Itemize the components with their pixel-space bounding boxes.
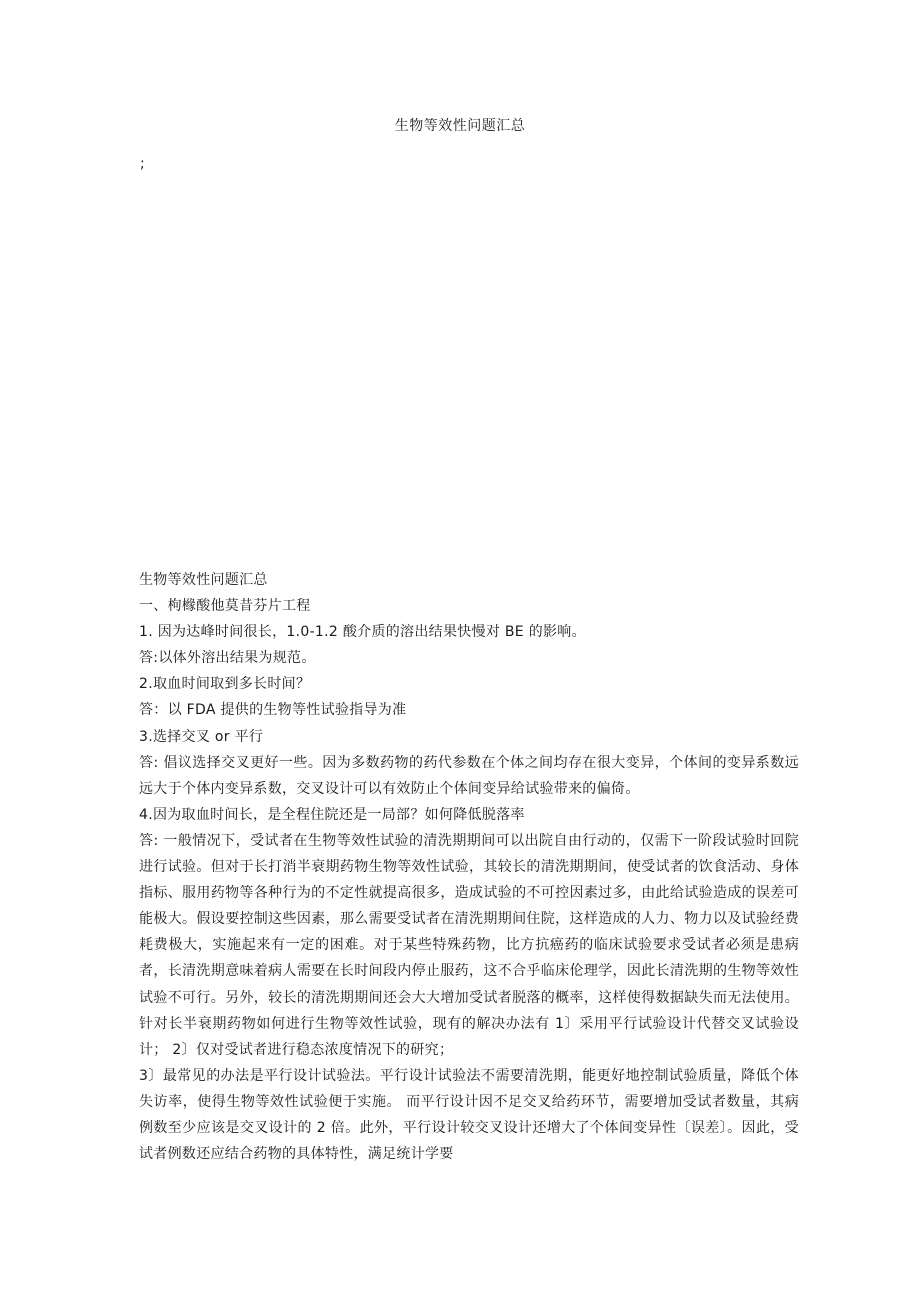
document-body bbox=[139, 567, 799, 1167]
answer-3: 答: 倡议选择交叉更好一些。因为多数药物的药代参数在个体之间均存在很大变异，个体间的变异系数远远大于个体内变异系数，交叉设计可以有效防止个体间变异给试验带来的偏倚。 bbox=[139, 754, 799, 797]
answer-1: 答:以体外溶出结果为规范。 bbox=[139, 650, 316, 667]
answer-2: 答：以 FDA 提供的生物等性试验指导为准 bbox=[139, 702, 407, 719]
page-title: 生物等效性问题汇总 bbox=[394, 118, 526, 134]
question-3: 3.选择交叉 or 平行 bbox=[139, 728, 264, 745]
question-4: 4.因为取血时间长，是全程住院还是一局部？如何降低脱落率 bbox=[139, 806, 525, 823]
separator-mark: ; bbox=[140, 156, 145, 172]
paragraph-5: 3〕最常见的办法是平行设计试验法。平行设计试验法不需要清洗期，能更好地控制试验质量，降低个体失访率，使得生物等效性试验便于实施。 而平行设计因不足交叉给药环节，需要增加受试者数量，其病例数至少应该是交叉设计的 2 倍。此外，平行设计较交叉设计还增大了个体间变异性〔误差〕。因此，受试者例数还应结合药物的具体特性，满足统计学要 bbox=[139, 1067, 799, 1163]
section-heading: 一、枸橼酸他莫昔芬片工程 bbox=[139, 598, 311, 615]
question-1: 1. 因为达峰时间很长，1.0-1.2 酸介质的溶出结果快慢对 BE 的影响。 bbox=[139, 624, 586, 641]
answer-4: 答: 一般情况下，受试者在生物等效性试验的清洗期期间可以出院自由行动的，仅需下一阶段试验时回院进行试验。但对于长打消半衰期药物生物等效性试验，其较长的清洗期期间，使受试者的饮食活动、身体指标、服用药物等各种行为的不定性就提高很多，造成试验的不可控因素过多，由此给试验造成的误差可能极大。假设要控制这些因素，那么需要受试者在清洗期期间住院，这样造成的人力、物力以及试验经费耗费极大，实施起来有一定的困难。对于某些特殊药物，比方抗癌药的临床试验要求受试者必须是患病者，长清洗期意味着病人需要在长时间段内停止服药，这不合乎临床伦理学，因此长清洗期的生物等效性试验不可行。另外，较长的清洗期期间还会大大增加受试者脱落的概率，这样使得数据缺失而无法使用。针对长半衰期药物如何进行生物等效性试验，现有的解决办法有 1〕采用平行试验设计代替交叉试验设计； 2〕仅对受试者进行稳态浓度情况下的研究； bbox=[139, 832, 799, 1058]
document-heading: 生物等效性问题汇总 bbox=[139, 572, 268, 588]
question-2: 2.取血时间取到多长时间？ bbox=[139, 676, 311, 693]
